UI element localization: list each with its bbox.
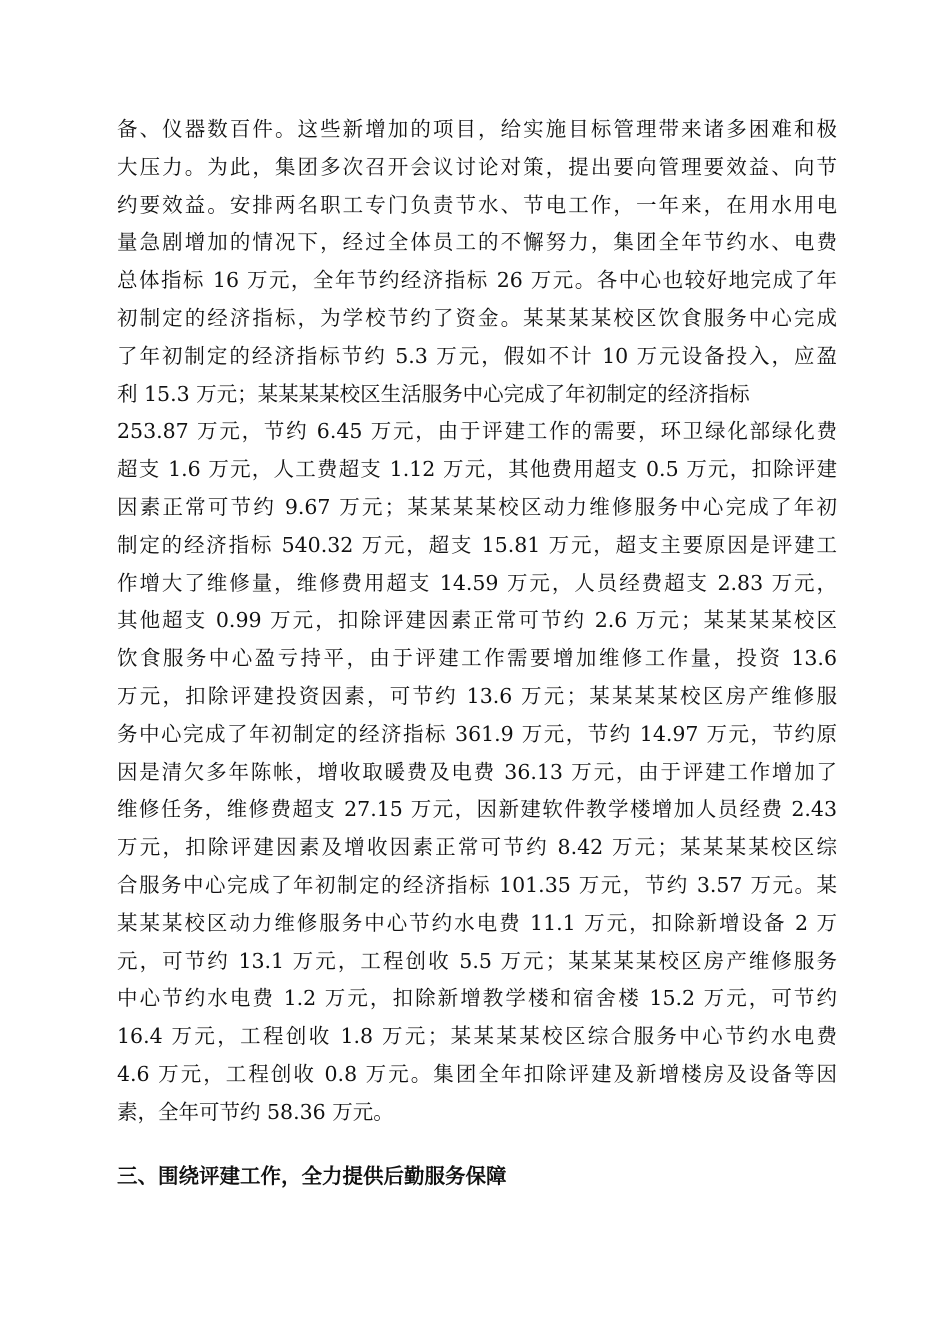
paragraph-line: 元，可节约 13.1 万元，工程创收 5.5 万元；某某某某校区房产维修服务 [117, 948, 837, 973]
paragraph-line: 某某某校区动力维修服务中心节约水电费 11.1 万元，扣除新增设备 2 万 [117, 910, 837, 935]
paragraph-line: 作增大了维修量，维修费用超支 14.59 万元，人员经费超支 2.83 万元， [117, 570, 837, 595]
paragraph-line: 253.87 万元，节约 6.45 万元，由于评建工作的需要，环卫绿化部绿化费 [117, 419, 837, 444]
paragraph-line: 维修任务，维修费超支 27.15 万元，因新建软件教学楼增加人员经费 2.43 [117, 797, 837, 822]
body-paragraph [117, 111, 837, 1132]
paragraph-line: 万元，扣除评建因素及增收因素正常可节约 8.42 万元；某某某某校区综 [117, 835, 837, 860]
paragraph-line: 因素正常可节约 9.67 万元；某某某某校区动力维修服务中心完成了年初 [117, 494, 837, 519]
paragraph-line: 万元，扣除评建投资因素，可节约 13.6 万元；某某某某校区房产维修服 [117, 683, 837, 708]
paragraph-line: 总体指标 16 万元，全年节约经济指标 26 万元。各中心也较好地完成了年 [117, 268, 837, 293]
paragraph-line: 16.4 万元，工程创收 1.8 万元；某某某某校区综合服务中心节约水电费 [117, 1024, 837, 1049]
paragraph-line: 制定的经济指标 540.32 万元，超支 15.81 万元，超支主要原因是评建工 [117, 532, 837, 557]
paragraph-line: 合服务中心完成了年初制定的经济指标 101.35 万元，节约 3.57 万元。某 [117, 872, 837, 897]
paragraph-line: 备、仪器数百件。这些新增加的项目，给实施目标管理带来诸多困难和极 [117, 117, 837, 141]
paragraph-line: 超支 1.6 万元，人工费超支 1.12 万元，其他费用超支 0.5 万元，扣除评建 [117, 457, 837, 482]
paragraph-line: 务中心完成了年初制定的经济指标 361.9 万元，节约 14.97 万元，节约原 [117, 721, 837, 746]
paragraph-line: 中心节约水电费 1.2 万元，扣除新增教学楼和宿舍楼 15.2 万元，可节约 [117, 986, 837, 1011]
paragraph-line: 约要效益。安排两名职工专门负责节水、节电工作，一年来，在用水用电 [117, 192, 837, 217]
section-heading: 三、围绕评建工作，全力提供后勤服务保障 [117, 1164, 507, 1188]
paragraph-line: 饮食服务中心盈亏持平，由于评建工作需要增加维修工作量，投资 13.6 [117, 646, 837, 671]
paragraph-line: 了年初制定的经济指标节约 5.3 万元，假如不计 10 万元设备投入，应盈 [117, 343, 837, 368]
paragraph-line: 利 15.3 万元；某某某某校区生活服务中心完成了年初制定的经济指标 [117, 381, 750, 406]
paragraph-line: 大压力。为此，集团多次召开会议讨论对策，提出要向管理要效益、向节 [117, 154, 837, 179]
paragraph-line: 4.6 万元，工程创收 0.8 万元。集团全年扣除评建及新增楼房及设备等因 [117, 1061, 837, 1086]
paragraph-line: 其他超支 0.99 万元，扣除评建因素正常可节约 2.6 万元；某某某某校区 [117, 608, 837, 633]
paragraph-line: 量急剧增加的情况下，经过全体员工的不懈努力，集团全年节约水、电费 [117, 230, 837, 255]
paragraph-line: 因是清欠多年陈帐，增收取暖费及电费 36.13 万元，由于评建工作增加了 [117, 759, 837, 784]
paragraph-line: 素，全年可节约 58.36 万元。 [117, 1099, 394, 1124]
paragraph-line: 初制定的经济指标，为学校节约了资金。某某某某校区饮食服务中心完成 [117, 305, 837, 330]
